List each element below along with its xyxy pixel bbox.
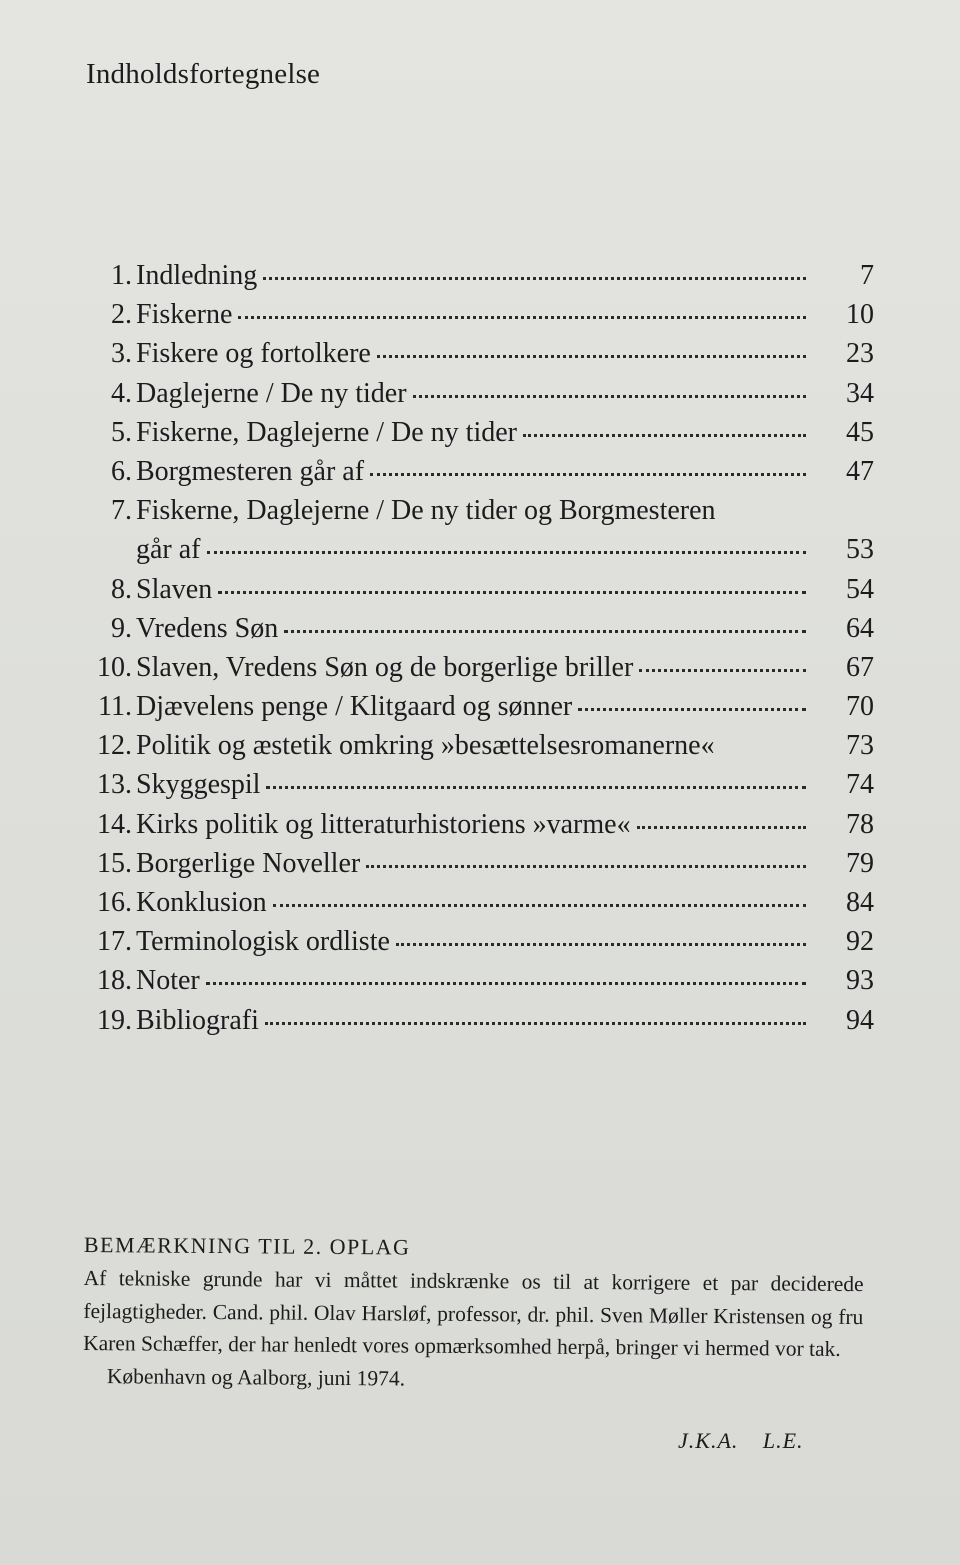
toc-title: Slaven, Vredens Søn og de borgerlige briller xyxy=(136,651,634,683)
dot-leader xyxy=(218,579,806,594)
toc-page-number: 74 xyxy=(846,769,874,801)
toc-title: Fiskerne, Daglejerne / De ny tider og Borgmesteren xyxy=(136,495,716,527)
toc-entry xyxy=(84,491,874,569)
toc-page-number: 73 xyxy=(846,730,874,762)
dot-leader xyxy=(639,657,806,672)
toc-page-number: 78 xyxy=(846,808,874,840)
toc-number: 4. xyxy=(111,377,132,409)
toc-entry xyxy=(84,648,874,687)
dot-leader xyxy=(396,931,806,946)
page-title: Indholdsfortegnelse xyxy=(86,58,321,90)
dot-leader xyxy=(637,814,806,829)
dot-leader xyxy=(370,461,806,476)
toc-page-number: 7 xyxy=(860,260,874,291)
dot-leader xyxy=(263,265,806,280)
note-place-date: København og Aalborg, juni 1974. xyxy=(106,1363,406,1391)
toc-page-number: 45 xyxy=(846,416,874,448)
toc-number: 19. xyxy=(97,1004,132,1036)
toc-entry xyxy=(84,726,874,765)
toc-number: 3. xyxy=(111,338,132,370)
dot-leader xyxy=(206,970,806,985)
toc-entry xyxy=(84,687,874,726)
dot-leader xyxy=(284,618,806,633)
toc-page-number: 34 xyxy=(846,377,874,409)
toc-page-number: 64 xyxy=(846,612,874,644)
toc-entry xyxy=(84,256,874,295)
toc-number: 17. xyxy=(97,926,132,958)
toc-title: Politik og æstetik omkring »besættelsesromanerne« xyxy=(136,730,715,762)
toc-entry xyxy=(84,570,874,609)
toc-number: 11. xyxy=(98,691,132,723)
note-body: Af tekniske grunde har vi måttet indskrænke os til at korrigere et par deciderede fejlagtigheder. Cand. phil. Olav Harsløf, professor, dr. phil. Sven Møller Kristensen og fru Karen Schæffer, der har henledt vores opmærksomhed herpå, bringer vi hermed vor tak. xyxy=(83,1265,864,1361)
toc-title: Terminologisk ordliste xyxy=(136,926,390,958)
toc-title: Vredens Søn xyxy=(136,612,279,644)
toc-number: 2. xyxy=(111,299,132,331)
toc-title: Konklusion xyxy=(136,887,267,919)
toc-title-continued: går af xyxy=(136,534,201,566)
toc-page-number: 94 xyxy=(846,1004,874,1036)
dot-leader xyxy=(523,422,806,437)
dot-leader xyxy=(413,383,806,398)
toc-title: Fiskere og fortolkere xyxy=(136,338,371,370)
toc-title: Djævelens penge / Klitgaard og sønner xyxy=(136,691,573,723)
toc-entry xyxy=(84,765,874,804)
dot-leader xyxy=(377,343,806,358)
toc-number: 10. xyxy=(97,651,132,683)
toc-title: Kirks politik og litteraturhistoriens »varme« xyxy=(136,808,631,840)
toc-number: 1. xyxy=(111,260,132,291)
toc-number: 5. xyxy=(111,416,132,448)
toc-entry xyxy=(84,374,874,413)
toc-number: 14. xyxy=(97,808,132,840)
toc-number: 9. xyxy=(111,612,132,644)
toc-title: Slaven xyxy=(136,573,213,605)
toc-page-number: 92 xyxy=(846,926,874,958)
toc-title: Noter xyxy=(136,965,200,997)
toc-page-number: 47 xyxy=(846,455,874,487)
toc-entry xyxy=(84,922,874,961)
dot-leader xyxy=(265,1010,806,1025)
toc-page-number: 67 xyxy=(846,651,874,683)
toc-number: 15. xyxy=(97,847,132,879)
dot-leader xyxy=(266,774,806,789)
toc-page-number: 84 xyxy=(846,887,874,919)
toc-number: 13. xyxy=(97,769,132,801)
table-of-contents xyxy=(84,256,874,1040)
toc-entry xyxy=(84,295,874,334)
second-edition-note xyxy=(83,1232,864,1398)
toc-entry xyxy=(84,452,874,491)
toc-title: Skyggespil xyxy=(136,769,261,801)
toc-page-number: 70 xyxy=(846,691,874,723)
dot-leader xyxy=(273,892,806,907)
toc-entry xyxy=(84,609,874,648)
toc-entry xyxy=(84,961,874,1000)
toc-entry xyxy=(84,805,874,844)
toc-title: Fiskerne, Daglejerne / De ny tider xyxy=(136,416,517,448)
toc-entry xyxy=(84,844,874,883)
dot-leader xyxy=(238,304,806,319)
toc-page-number: 54 xyxy=(846,573,874,605)
toc-page-number: 79 xyxy=(846,847,874,879)
toc-entry xyxy=(84,1001,874,1040)
toc-number: 6. xyxy=(111,455,132,487)
toc-title: Bibliografi xyxy=(136,1004,259,1036)
toc-page-number: 23 xyxy=(846,338,874,370)
toc-entry xyxy=(84,413,874,452)
toc-page-number: 53 xyxy=(846,534,874,566)
toc-title: Daglejerne / De ny tider xyxy=(136,377,407,409)
toc-number: 12. xyxy=(97,730,132,762)
toc-title: Borgerlige Noveller xyxy=(136,847,361,879)
dot-leader xyxy=(578,696,806,711)
toc-entry xyxy=(84,334,874,373)
toc-page-number: 10 xyxy=(846,299,874,331)
toc-number: 18. xyxy=(97,965,132,997)
dot-leader xyxy=(366,853,806,868)
note-heading: BEMÆRKNING TIL 2. OPLAG xyxy=(83,1232,411,1260)
toc-title: Fiskerne xyxy=(136,299,233,331)
toc-number: 7. xyxy=(111,495,132,527)
toc-page-number: 93 xyxy=(846,965,874,997)
dot-leader xyxy=(207,539,806,554)
author-initials: J.K.A. L.E. xyxy=(678,1428,804,1453)
toc-title: Borgmesteren går af xyxy=(136,455,365,487)
toc-number: 8. xyxy=(111,573,132,605)
toc-number: 16. xyxy=(97,887,132,919)
toc-title: Indledning xyxy=(136,260,258,291)
toc-entry xyxy=(84,883,874,922)
